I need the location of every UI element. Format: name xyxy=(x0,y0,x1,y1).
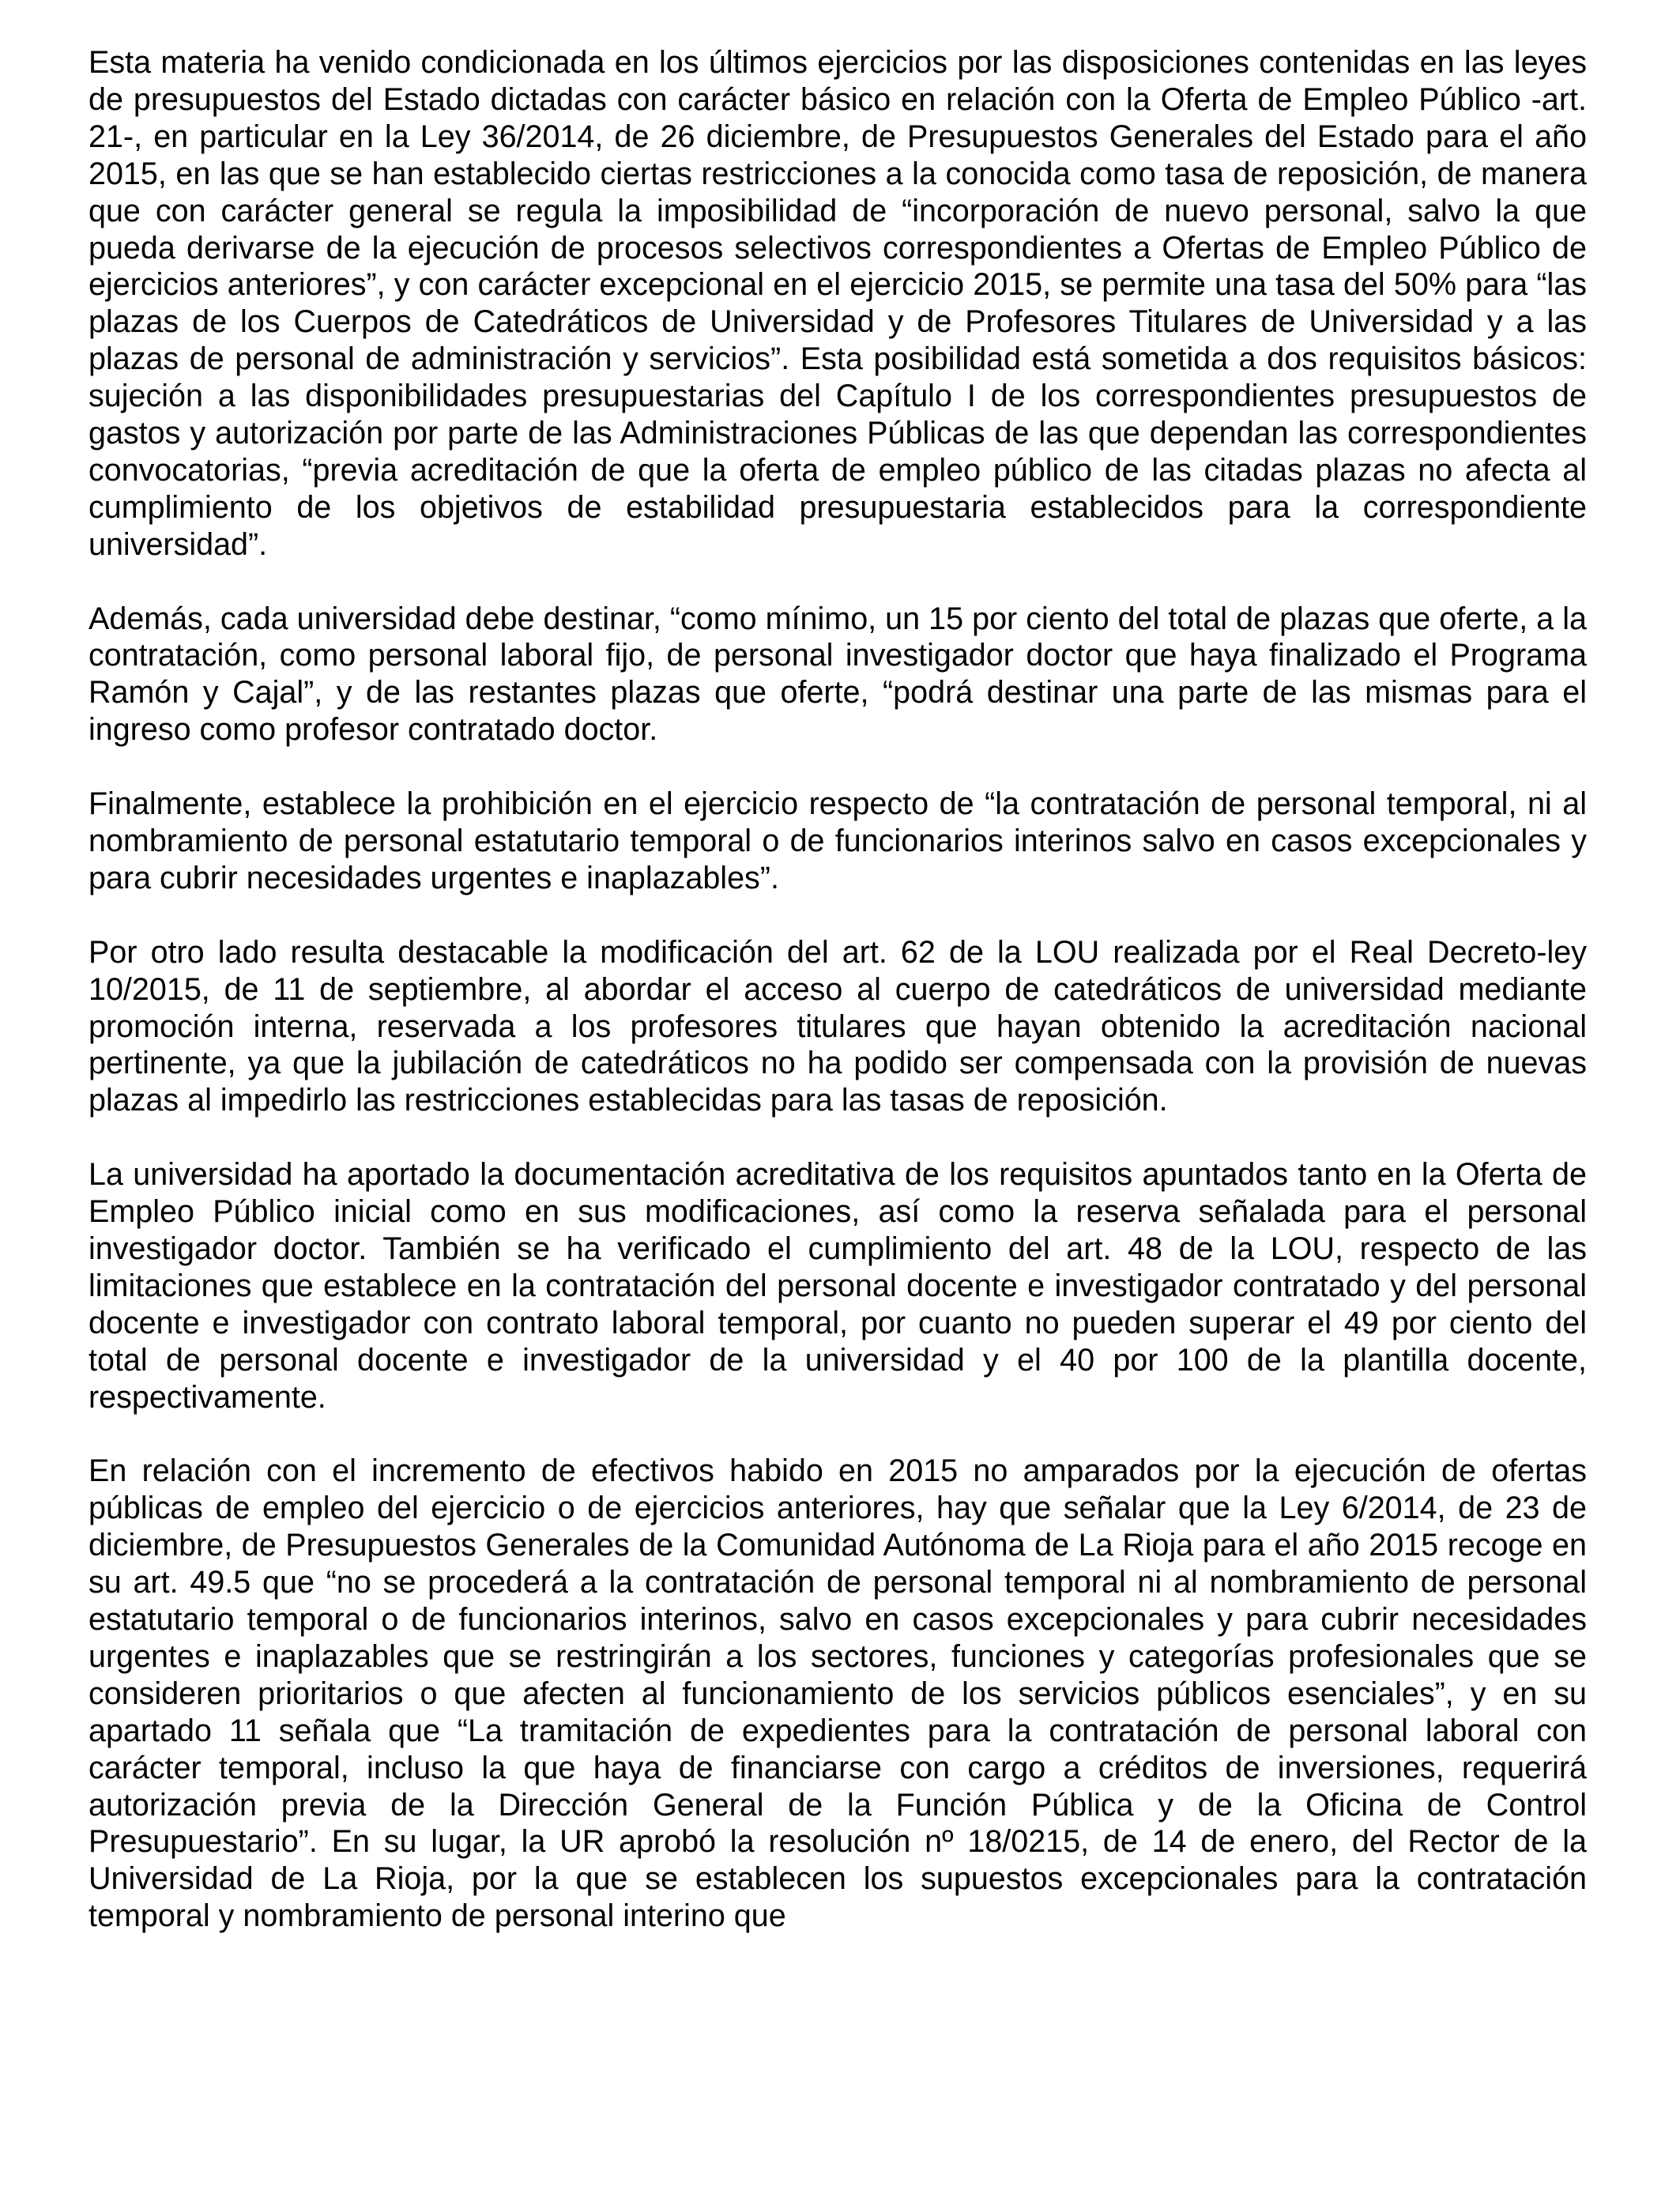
paragraph-modificacion-lou: Por otro lado resulta destacable la modificación del art. 62 de la LOU realizada por el Real Decreto-ley 10/2015, de 11 de septiembre, al abordar el acceso al cuerpo de catedráticos de universidad mediante promoción interna, reservada a los profesores titulares que hayan obtenido la acreditación nacional pertinente, ya que la jubilación de catedráticos no ha podido ser compensada con la provisión de nuevas plazas al impedirlo las restricciones establecidas para las tasas de reposición. xyxy=(89,934,1587,1118)
paragraph-plazas-investigador: Además, cada universidad debe destinar, “como mínimo, un 15 por ciento del total de plazas que oferte, a la contratación, como personal laboral fijo, de personal investigador doctor que haya finalizado el Programa Ramón y Cajal”, y de las restantes plazas que oferte, “podrá destinar una parte de las mismas para el ingreso como profesor contratado doctor. xyxy=(89,601,1587,748)
document-page xyxy=(89,44,1587,1972)
paragraph-prohibicion-temporal: Finalmente, establece la prohibición en el ejercicio respecto de “la contratación de personal temporal, ni al nombramiento de personal estatutario temporal o de funcionarios interinos salvo en casos excepcionales y para cubrir necesidades urgentes e inaplazables”. xyxy=(89,786,1587,895)
paragraph-tasa-reposicion: Esta materia ha venido condicionada en los últimos ejercicios por las disposiciones contenidas en las leyes de presupuestos del Estado dictadas con carácter básico en relación con la Oferta de Empleo Público -art. 21-, en particular en la Ley 36/2014, de 26 diciembre, de Presupuestos Generales del Estado para el año 2015, en las que se han establecido ciertas restricciones a la conocida como tasa de reposición, de manera que con carácter general se regula la imposibilidad de “incorporación de nuevo personal, salvo la que pueda derivarse de la ejecución de procesos selectivos correspondientes a Ofertas de Empleo Público de ejercicios anteriores”, y con carácter excepcional en el ejercicio 2015, se permite una tasa del 50% para “las plazas de los Cuerpos de Catedráticos de Universidad y de Profesores Titulares de Universidad y a las plazas de personal de administración y servicios”. Esta posibilidad está sometida a dos requisitos básicos: sujeción a las disponibilidades presupuestarias del Capítulo I de los correspondientes presupuestos de gastos y autorización por parte de las Administraciones Públicas de las que dependan las correspondientes convocatorias, “previa acreditación de que la oferta de empleo público de las citadas plazas no afecta al cumplimiento de los objetivos de estabilidad presupuestaria establecidos para la correspondiente universidad”. xyxy=(89,45,1587,562)
paragraph-documentacion-universidad: La universidad ha aportado la documentación acreditativa de los requisitos apuntados tanto en la Oferta de Empleo Público inicial como en sus modificaciones, así como la reserva señalada para el personal investigador doctor. También se ha verificado el cumplimiento del art. 48 de la LOU, respecto de las limitaciones que establece en la contratación del personal docente e investigador contratado y del personal docente e investigador con contrato laboral temporal, por cuanto no pueden superar el 49 por ciento del total de personal docente e investigador de la universidad y el 40 por 100 de la plantilla docente, respectivamente. xyxy=(89,1157,1587,1415)
paragraph-incremento-efectivos: En relación con el incremento de efectivos habido en 2015 no amparados por la ejecución de ofertas públicas de empleo del ejercicio o de ejercicios anteriores, hay que señalar que la Ley 6/2014, de 23 de diciembre, de Presupuestos Generales de la Comunidad Autónoma de La Rioja para el año 2015 recoge en su art. 49.5 que “no se procederá a la contratación de personal temporal ni al nombramiento de personal estatutario temporal o de funcionarios interinos, salvo en casos excepcionales y para cubrir necesidades urgentes e inaplazables que se restringirán a los sectores, funciones y categorías profesionales que se consideren prioritarios o que afecten al funcionamiento de los servicios públicos esenciales”, y en su apartado 11 señala que “La tramitación de expedientes para la contratación de personal laboral con carácter temporal, incluso la que haya de financiarse con cargo a créditos de inversiones, requerirá autorización previa de la Dirección General de la Función Pública y de la Oficina de Control Presupuestario”. En su lugar, la UR aprobó la resolución nº 18/0215, de 14 de enero, del Rector de la Universidad de La Rioja, por la que se establecen los supuestos excepcionales para la contratación temporal y nombramiento de personal interino que xyxy=(89,1453,1587,1934)
